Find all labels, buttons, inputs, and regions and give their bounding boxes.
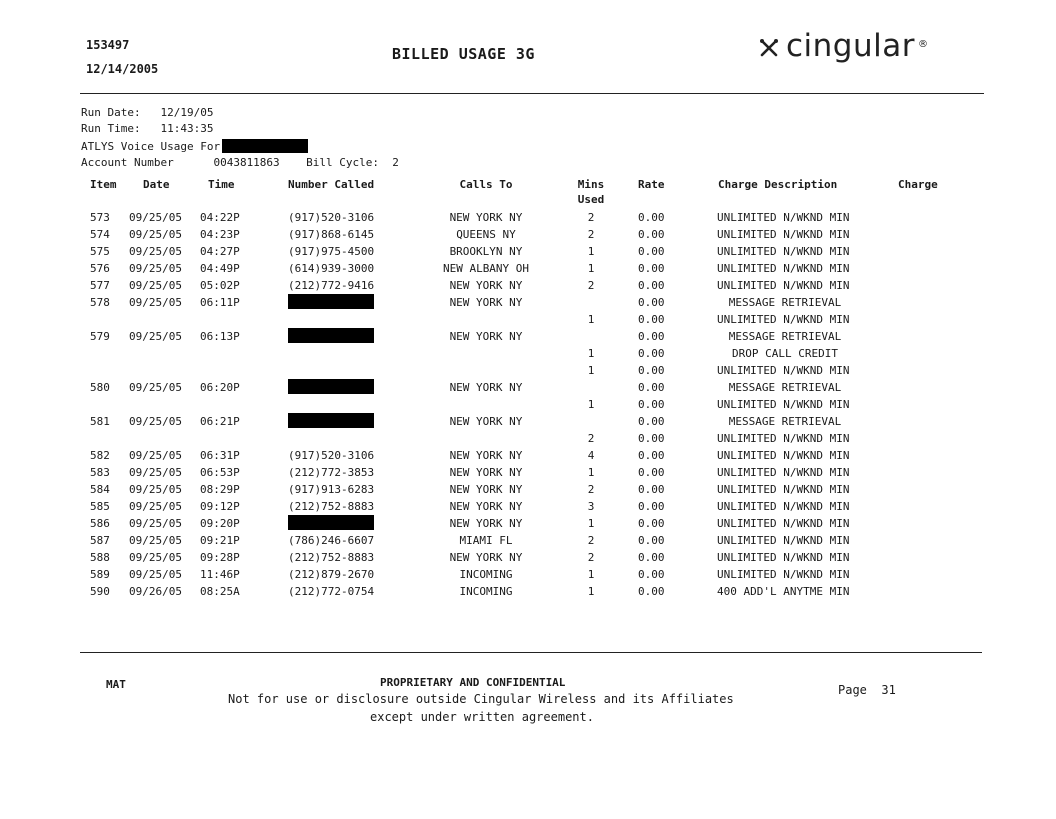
row-mins-used: 1 <box>587 568 595 581</box>
col-header-date: Date <box>143 178 170 191</box>
row-mins-used: 1 <box>587 517 595 530</box>
footer-divider <box>80 652 982 653</box>
row-rate: 0.00 <box>638 296 665 309</box>
redaction-block <box>288 294 374 309</box>
row-rate: 0.00 <box>638 245 665 258</box>
registered-mark: ® <box>917 38 928 50</box>
row-rate: 0.00 <box>638 415 665 428</box>
row-mins-used: 1 <box>587 585 595 598</box>
row-time: 08:29P <box>200 483 240 496</box>
row-item: 578 <box>90 296 110 309</box>
account-line: Account Number 0043811863 Bill Cycle: 2 <box>81 156 399 169</box>
run-time: Run Time: 11:43:35 <box>81 122 214 135</box>
row-rate: 0.00 <box>638 279 665 292</box>
row-charge-description: UNLIMITED N/WKND MIN <box>717 551 850 564</box>
row-date: 09/25/05 <box>129 211 182 224</box>
row-rate: 0.00 <box>638 381 665 394</box>
row-date: 09/25/05 <box>129 262 182 275</box>
row-calls-to: BROOKLYN NY <box>449 245 523 258</box>
row-rate: 0.00 <box>638 347 665 360</box>
redaction-block <box>222 139 308 153</box>
row-date: 09/25/05 <box>129 551 182 564</box>
row-item: 590 <box>90 585 110 598</box>
row-rate: 0.00 <box>638 398 665 411</box>
row-date: 09/25/05 <box>129 517 182 530</box>
row-charge-description: UNLIMITED N/WKND MIN <box>717 449 850 462</box>
row-calls-to: NEW YORK NY <box>449 279 523 292</box>
row-number-called: (212)772-9416 <box>288 279 375 292</box>
footer-disclaimer-line2: except under written agreement. <box>370 710 594 724</box>
row-charge-description: 400 ADD'L ANYTME MIN <box>717 585 850 598</box>
row-time: 09:20P <box>200 517 240 530</box>
col-header-time: Time <box>208 178 235 191</box>
row-mins-used: 1 <box>587 262 595 275</box>
row-charge-description: UNLIMITED N/WKND MIN <box>717 228 850 241</box>
row-rate: 0.00 <box>638 449 665 462</box>
row-item: 580 <box>90 381 110 394</box>
row-time: 05:02P <box>200 279 240 292</box>
col-header-charge-description: Charge Description <box>718 178 838 191</box>
row-mins-used: 2 <box>587 211 595 224</box>
row-calls-to: NEW YORK NY <box>449 466 523 479</box>
row-rate: 0.00 <box>638 313 665 326</box>
row-charge-description: UNLIMITED N/WKND MIN <box>717 534 850 547</box>
row-charge-description: UNLIMITED N/WKND MIN <box>717 262 850 275</box>
row-time: 09:12P <box>200 500 240 513</box>
row-item: 583 <box>90 466 110 479</box>
row-date: 09/25/05 <box>129 330 182 343</box>
row-item: 585 <box>90 500 110 513</box>
row-item: 588 <box>90 551 110 564</box>
row-rate: 0.00 <box>638 500 665 513</box>
row-date: 09/25/05 <box>129 466 182 479</box>
atlys-label: ATLYS Voice Usage For <box>81 139 221 153</box>
row-calls-to: NEW YORK NY <box>449 381 523 394</box>
row-mins-used: 3 <box>587 500 595 513</box>
row-time: 11:46P <box>200 568 240 581</box>
row-charge-description: UNLIMITED N/WKND MIN <box>717 313 850 326</box>
footer-proprietary: PROPRIETARY AND CONFIDENTIAL <box>380 676 566 689</box>
row-time: 08:25A <box>200 585 240 598</box>
row-charge-description: DROP CALL CREDIT <box>732 347 838 360</box>
atlys-usage-for <box>81 139 308 153</box>
row-number-called: (786)246-6607 <box>288 534 375 547</box>
row-charge-description: UNLIMITED N/WKND MIN <box>717 211 850 224</box>
row-item: 573 <box>90 211 110 224</box>
row-rate: 0.00 <box>638 432 665 445</box>
row-rate: 0.00 <box>638 364 665 377</box>
row-rate: 0.00 <box>638 568 665 581</box>
row-mins-used: 1 <box>587 466 595 479</box>
row-calls-to: NEW YORK NY <box>449 500 523 513</box>
col-header-used: Used <box>577 193 605 206</box>
row-mins-used: 2 <box>587 432 595 445</box>
row-time: 04:27P <box>200 245 240 258</box>
col-header-charge: Charge <box>898 178 938 191</box>
row-number-called: (212)752-8883 <box>288 551 375 564</box>
row-time: 04:22P <box>200 211 240 224</box>
row-number-called: (614)939-3000 <box>288 262 375 275</box>
row-number-called: (917)520-3106 <box>288 211 375 224</box>
row-time: 06:21P <box>200 415 240 428</box>
row-number-called: (212)772-0754 <box>288 585 375 598</box>
row-rate: 0.00 <box>638 517 665 530</box>
row-number-called: (212)879-2670 <box>288 568 375 581</box>
row-calls-to: NEW YORK NY <box>449 296 523 309</box>
row-charge-description: UNLIMITED N/WKND MIN <box>717 398 850 411</box>
row-time: 06:20P <box>200 381 240 394</box>
row-rate: 0.00 <box>638 262 665 275</box>
row-date: 09/25/05 <box>129 568 182 581</box>
row-date: 09/25/05 <box>129 449 182 462</box>
page-title: BILLED USAGE 3G <box>392 45 535 63</box>
row-rate: 0.00 <box>638 585 665 598</box>
row-date: 09/25/05 <box>129 228 182 241</box>
row-calls-to: NEW YORK NY <box>449 551 523 564</box>
row-calls-to: NEW ALBANY OH <box>442 262 530 275</box>
row-date: 09/25/05 <box>129 296 182 309</box>
row-rate: 0.00 <box>638 483 665 496</box>
row-charge-description: UNLIMITED N/WKND MIN <box>717 483 850 496</box>
row-mins-used: 2 <box>587 279 595 292</box>
row-number-called: (212)752-8883 <box>288 500 375 513</box>
row-charge-description: UNLIMITED N/WKND MIN <box>717 466 850 479</box>
row-number-called: (917)913-6283 <box>288 483 375 496</box>
row-mins-used: 2 <box>587 228 595 241</box>
redaction-block <box>288 379 374 394</box>
logo-wordmark: cingular <box>786 28 915 64</box>
row-charge-description: UNLIMITED N/WKND MIN <box>717 245 850 258</box>
header-divider <box>80 93 984 94</box>
row-mins-used: 1 <box>587 364 595 377</box>
footer-disclaimer-line1: Not for use or disclosure outside Cingular Wireless and its Affiliates <box>228 692 734 706</box>
row-time: 09:28P <box>200 551 240 564</box>
row-calls-to: INCOMING <box>459 568 513 581</box>
row-charge-description: UNLIMITED N/WKND MIN <box>717 517 850 530</box>
row-charge-description: UNLIMITED N/WKND MIN <box>717 364 850 377</box>
row-item: 586 <box>90 517 110 530</box>
redaction-block <box>288 413 374 428</box>
row-rate: 0.00 <box>638 534 665 547</box>
row-time: 09:21P <box>200 534 240 547</box>
row-charge-description: UNLIMITED N/WKND MIN <box>717 432 850 445</box>
row-date: 09/26/05 <box>129 585 182 598</box>
row-date: 09/25/05 <box>129 534 182 547</box>
row-calls-to: NEW YORK NY <box>449 415 523 428</box>
row-calls-to: NEW YORK NY <box>449 330 523 343</box>
col-header-item: Item <box>90 178 117 191</box>
row-item: 587 <box>90 534 110 547</box>
row-charge-description: MESSAGE RETRIEVAL <box>728 415 842 428</box>
row-item: 584 <box>90 483 110 496</box>
row-number-called: (917)868-6145 <box>288 228 375 241</box>
row-time: 06:11P <box>200 296 240 309</box>
redaction-block <box>288 328 374 343</box>
row-item: 576 <box>90 262 110 275</box>
row-mins-used: 2 <box>587 551 595 564</box>
row-charge-description: MESSAGE RETRIEVAL <box>728 330 842 343</box>
row-charge-description: MESSAGE RETRIEVAL <box>728 296 842 309</box>
row-mins-used: 1 <box>587 245 595 258</box>
redaction-block <box>288 515 374 530</box>
row-calls-to: INCOMING <box>459 585 513 598</box>
col-header-mins: Mins <box>577 178 605 191</box>
row-mins-used: 1 <box>587 398 595 411</box>
row-charge-description: UNLIMITED N/WKND MIN <box>717 568 850 581</box>
row-number-called: (917)520-3106 <box>288 449 375 462</box>
row-number-called: (212)772-3853 <box>288 466 375 479</box>
run-date: Run Date: 12/19/05 <box>81 106 214 119</box>
row-mins-used: 2 <box>587 483 595 496</box>
row-item: 574 <box>90 228 110 241</box>
row-mins-used: 1 <box>587 313 595 326</box>
row-item: 579 <box>90 330 110 343</box>
cingular-logo <box>758 26 928 66</box>
row-rate: 0.00 <box>638 228 665 241</box>
row-calls-to: NEW YORK NY <box>449 517 523 530</box>
row-charge-description: UNLIMITED N/WKND MIN <box>717 279 850 292</box>
row-rate: 0.00 <box>638 330 665 343</box>
row-item: 589 <box>90 568 110 581</box>
row-rate: 0.00 <box>638 551 665 564</box>
row-rate: 0.00 <box>638 466 665 479</box>
row-calls-to: NEW YORK NY <box>449 483 523 496</box>
row-charge-description: UNLIMITED N/WKND MIN <box>717 500 850 513</box>
col-header-rate: Rate <box>638 178 665 191</box>
row-rate: 0.00 <box>638 211 665 224</box>
row-item: 581 <box>90 415 110 428</box>
row-mins-used: 1 <box>587 347 595 360</box>
row-time: 06:13P <box>200 330 240 343</box>
row-date: 09/25/05 <box>129 245 182 258</box>
document-date: 12/14/2005 <box>86 62 159 76</box>
row-date: 09/25/05 <box>129 483 182 496</box>
row-item: 575 <box>90 245 110 258</box>
row-time: 04:23P <box>200 228 240 241</box>
row-number-called: (917)975-4500 <box>288 245 375 258</box>
page-number: Page 31 <box>838 683 896 697</box>
cingular-jack-icon <box>758 37 780 59</box>
row-charge-description: MESSAGE RETRIEVAL <box>728 381 842 394</box>
row-date: 09/25/05 <box>129 381 182 394</box>
row-mins-used: 4 <box>587 449 595 462</box>
row-date: 09/25/05 <box>129 279 182 292</box>
row-mins-used: 2 <box>587 534 595 547</box>
row-item: 577 <box>90 279 110 292</box>
row-time: 04:49P <box>200 262 240 275</box>
row-date: 09/25/05 <box>129 415 182 428</box>
row-item: 582 <box>90 449 110 462</box>
row-calls-to: QUEENS NY <box>456 228 516 241</box>
col-header-calls-to: Calls To <box>459 178 513 191</box>
row-calls-to: MIAMI FL <box>459 534 513 547</box>
row-time: 06:31P <box>200 449 240 462</box>
document-id: 153497 <box>86 38 130 52</box>
row-calls-to: NEW YORK NY <box>449 211 523 224</box>
row-date: 09/25/05 <box>129 500 182 513</box>
col-header-number-called: Number Called <box>288 178 375 191</box>
row-time: 06:53P <box>200 466 240 479</box>
row-calls-to: NEW YORK NY <box>449 449 523 462</box>
footer-code: MAT <box>106 678 126 691</box>
